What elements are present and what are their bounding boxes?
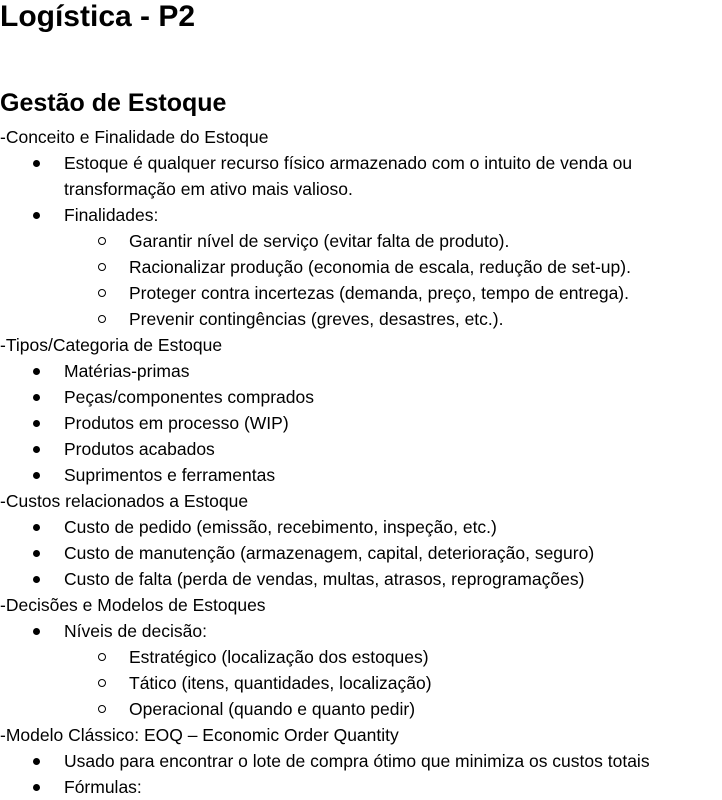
- hollow-bullet-icon: [98, 289, 106, 297]
- filled-bullet-icon: [33, 550, 40, 557]
- hollow-bullet-icon: [98, 705, 106, 713]
- line-text: Matérias-primas: [64, 361, 190, 381]
- bullet-item: [0, 384, 722, 410]
- filled-bullet-icon: [33, 524, 40, 531]
- bullet-item: [0, 410, 722, 436]
- line-text: Finalidades:: [64, 205, 159, 225]
- bullet-item: [0, 774, 722, 800]
- line-text: transformação em ativo mais valioso.: [64, 179, 353, 199]
- sub-bullet-item: [0, 228, 722, 254]
- hollow-bullet-icon: [98, 263, 106, 271]
- filled-bullet-icon: [33, 472, 40, 479]
- line-text: Suprimentos e ferramentas: [64, 465, 276, 485]
- sub-bullet-item: [0, 280, 722, 306]
- hollow-bullet-icon: [98, 315, 106, 323]
- bullet-item: [0, 436, 722, 462]
- filled-bullet-icon: [33, 212, 40, 219]
- bullet-item-continuation: [0, 176, 722, 202]
- bullet-item: [0, 618, 722, 644]
- bullet-item: [0, 150, 722, 176]
- bullet-item: [0, 566, 722, 592]
- hollow-bullet-icon: [98, 653, 106, 661]
- bullet-item: [0, 748, 722, 774]
- line-text: Produtos em processo (WIP): [64, 413, 289, 433]
- line-text: Produtos acabados: [64, 439, 215, 459]
- filled-bullet-icon: [33, 784, 40, 791]
- line-text: Tático (itens, quantidades, localização): [129, 673, 432, 693]
- filled-bullet-icon: [33, 394, 40, 401]
- line-text: Estratégico (localização dos estoques): [129, 647, 429, 667]
- line-text: -Custos relacionados a Estoque: [0, 491, 249, 511]
- line-text: Estoque é qualquer recurso físico armazenado com o intuito de venda ou: [64, 153, 633, 173]
- line-text: Níveis de decisão:: [64, 621, 207, 641]
- sub-bullet-item: [0, 254, 722, 280]
- line-text: Custo de manutenção (armazenagem, capital, deterioração, seguro): [64, 543, 595, 563]
- line-text: Prevenir contingências (greves, desastres, etc.).: [129, 309, 504, 329]
- bullet-item: [0, 540, 722, 566]
- hollow-bullet-icon: [98, 679, 106, 687]
- bullet-item: [0, 462, 722, 488]
- filled-bullet-icon: [33, 420, 40, 427]
- line-text: -Conceito e Finalidade do Estoque: [0, 127, 269, 147]
- line-text: Custo de pedido (emissão, recebimento, inspeção, etc.): [64, 517, 497, 537]
- bullet-item: [0, 514, 722, 540]
- section-line: [0, 722, 722, 748]
- section-line: [0, 592, 722, 618]
- section-line: [0, 124, 722, 150]
- filled-bullet-icon: [33, 576, 40, 583]
- sub-bullet-item: [0, 306, 722, 332]
- sub-bullet-item: [0, 670, 722, 696]
- line-text: -Decisões e Modelos de Estoques: [0, 595, 266, 615]
- section-line: [0, 332, 722, 358]
- sub-bullet-item: [0, 696, 722, 722]
- line-text: Garantir nível de serviço (evitar falta de produto).: [129, 231, 510, 251]
- line-text: Fórmulas:: [64, 777, 142, 797]
- section-line: [0, 488, 722, 514]
- line-text: -Tipos/Categoria de Estoque: [0, 335, 223, 355]
- line-text: Peças/componentes comprados: [64, 387, 314, 407]
- bullet-item: [0, 358, 722, 384]
- bullet-item: [0, 202, 722, 228]
- line-text: -Modelo Clássico: EOQ – Economic Order Quantity: [0, 725, 399, 745]
- filled-bullet-icon: [33, 446, 40, 453]
- section-heading: Gestão de Estoque: [0, 89, 227, 117]
- document-body: [0, 124, 722, 800]
- line-text: Custo de falta (perda de vendas, multas, atrasos, reprogramações): [64, 569, 585, 589]
- filled-bullet-icon: [33, 628, 40, 635]
- sub-bullet-item: [0, 644, 722, 670]
- line-text: Proteger contra incertezas (demanda, preço, tempo de entrega).: [129, 283, 629, 303]
- filled-bullet-icon: [33, 368, 40, 375]
- line-text: Usado para encontrar o lote de compra ótimo que minimiza os custos totais: [64, 751, 650, 771]
- filled-bullet-icon: [33, 160, 40, 167]
- line-text: Racionalizar produção (economia de escala, redução de set-up).: [129, 257, 631, 277]
- filled-bullet-icon: [33, 758, 40, 765]
- line-text: Operacional (quando e quanto pedir): [129, 699, 416, 719]
- hollow-bullet-icon: [98, 237, 106, 245]
- document-title: Logística - P2: [0, 0, 196, 33]
